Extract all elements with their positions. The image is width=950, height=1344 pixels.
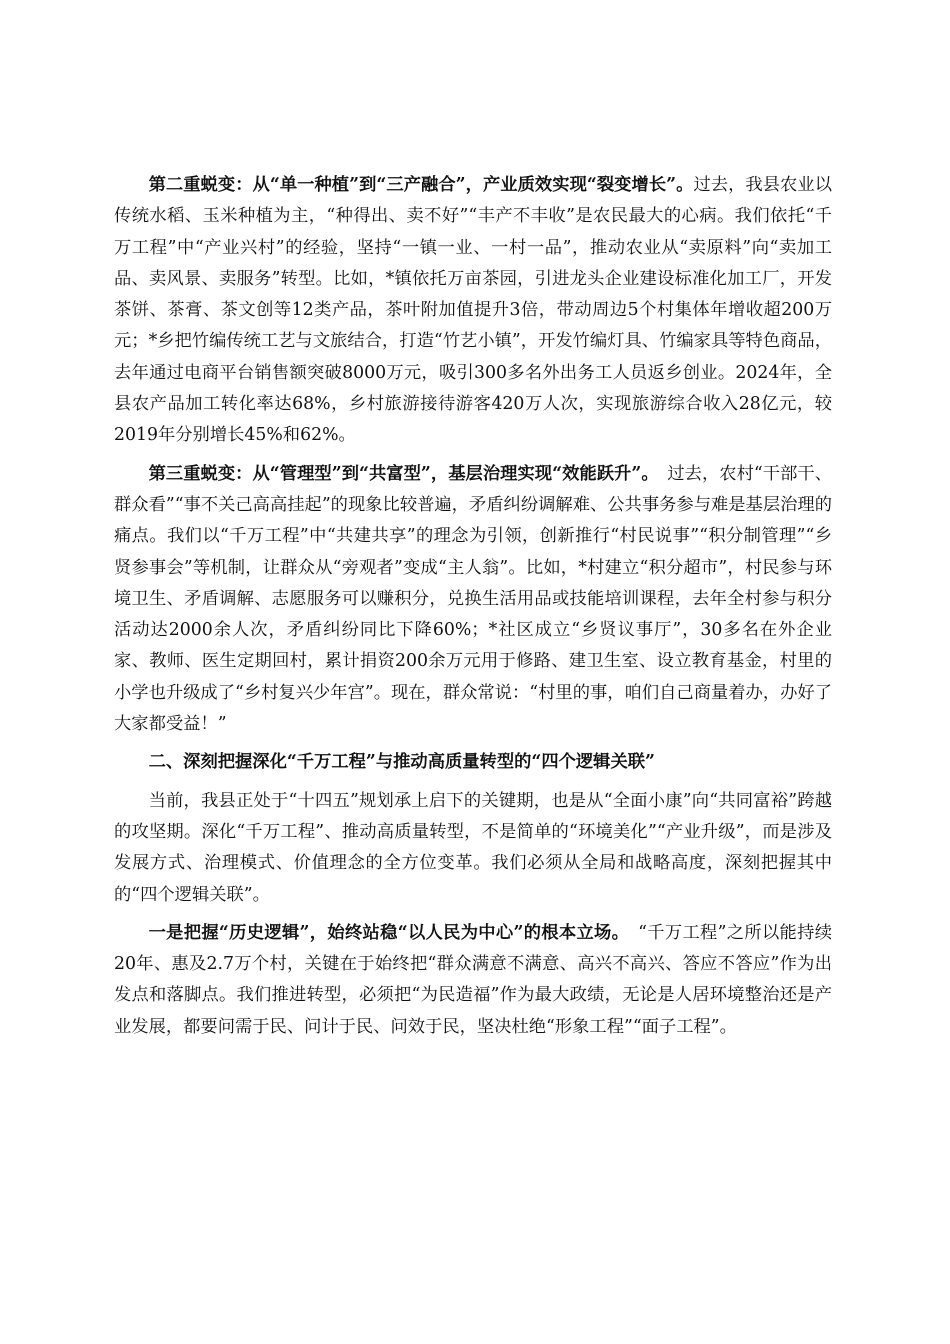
paragraph-third-transformation [114,459,832,741]
paragraph-lead: 第三重蜕变：从“管理型”到“共富型”，基层治理实现“效能跃升”。 [148,463,650,484]
paragraph-text: 过去，我县农业以传统水稻、玉米种植为主，“种得出、卖不好”“丰产不丰收”是农民最大的心病。我们依托“千万工程”中“产业兴村”的经验，坚持“一镇一业、一村一品”，推动农业从“卖原料”向“卖加工品、卖风景、卖服务”转型。比如，*镇依托万亩茶园，引进龙头企业建设标准化加工厂，开发茶饼、茶膏、茶文创等12类产品，茶叶附加值提升3倍，带动周边5个村集体年增收超200万元；*乡把竹编传统工艺与文旅结合，打造“竹艺小镇”，开发竹编灯具、竹编家具等特色商品，去年通过电商平台销售额突破8000万元，吸引300多名外出务工人员返乡创业。2024年，全县农产品加工转化率达68%，乡村旅游接待游客420万人次，实现旅游综合收入28亿元，较2019年分别增长45%和62%。 [114,175,832,446]
paragraph-point-one [114,918,832,1043]
document-body [114,170,832,1050]
paragraph-intro: 当前，我县正处于“十四五”规划承上启下的关键期，也是从“全面小康”向“共同富裕”跨越的攻坚期。深化“千万工程”、推动高质量转型，不是简单的“环境美化”“产业升级”，而是涉及发展方式、治理模式、价值理念的全方位变革。我们必须从全局和战略高度，深刻把握其中的“四个逻辑关联”。 [114,790,832,905]
paragraph-lead: 第二重蜕变：从“单一种植”到“三产融合”，产业质效实现“裂变增长”。 [148,175,694,195]
paragraph-text: “千万工程”之所以能持续20年、惠及2.7万个村，关键在于始终把“群众满意不满意、高兴不高兴、答应不答应”作为出发点和落脚点。我们推进转型，必须把“为民造福”作为最大政绩，无论是人居环境整治还是产业发展，都要问需于民、问计于民、问效于民，坚决杜绝“形象工程”“面子工程”。 [114,922,832,1037]
section-heading: 二、深刻把握深化“千万工程”与推动高质量转型的“四个逻辑关联” [148,752,655,773]
paragraph-second-transformation [114,170,832,452]
paragraph-text: 过去，农村“干部干、群众看”“事不关己高高挂起”的现象比较普遍，矛盾纠纷调解难、公共事务参与难是基层治理的痛点。我们以“千万工程”中“共建共享”的理念为引领，创新推行“村民说事”“积分制管理”“乡贤参事会”等机制，让群众从“旁观者”变成“主人翁”。比如，*村建立“积分超市”，村民参与环境卫生、矛盾调解、志愿服务可以赚积分，兑换生活用品或技能培训课程，去年全村参与积分活动达2000余人次，矛盾纠纷同比下降60%；*社区成立“乡贤议事厅”，30多名在外企业家、教师、医生定期回村，累计捐资200余万元用于修路、建卫生室、设立教育基金，村里的小学也升级成了“乡村复兴少年宫”。现在，群众常说：“村里的事，咱们自己商量着办，办好了大家都受益！” [114,463,832,735]
paragraph-lead: 一是把握“历史逻辑”，始终站稳“以人民为中心”的根本立场。 [148,922,621,943]
